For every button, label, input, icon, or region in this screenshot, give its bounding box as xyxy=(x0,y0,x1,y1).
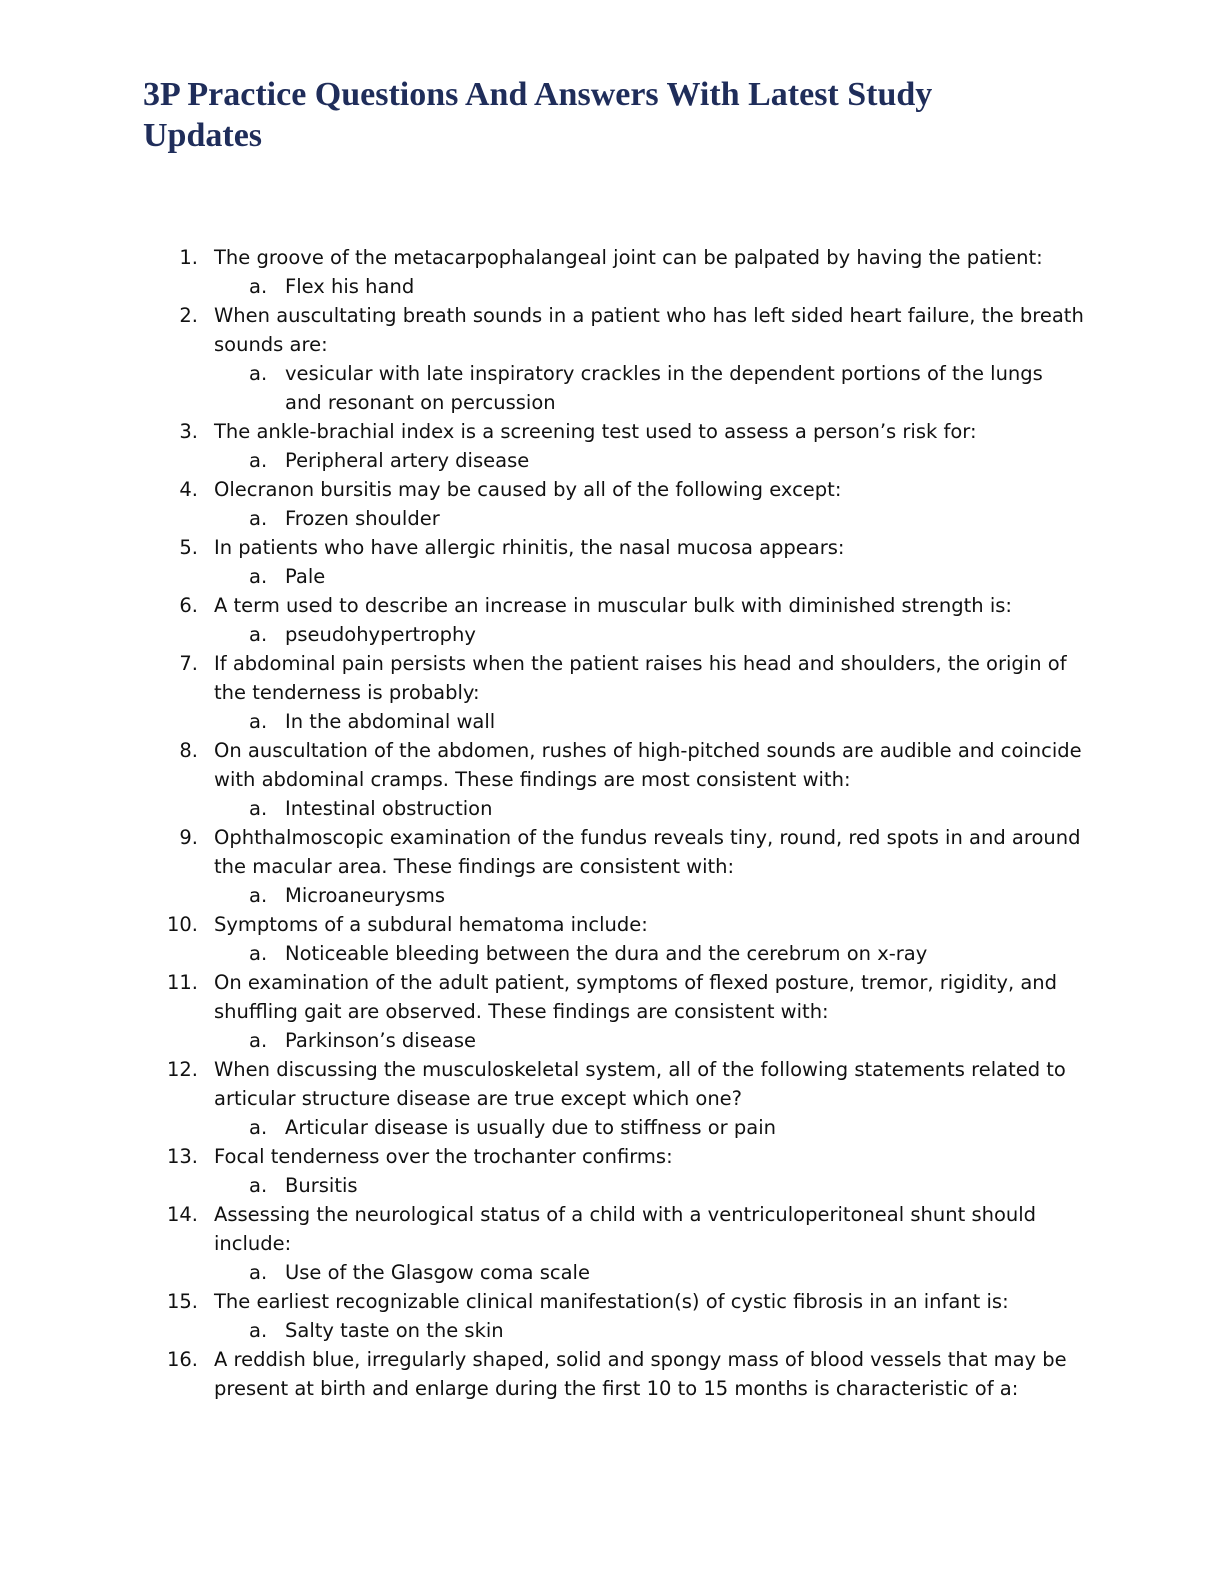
question-item xyxy=(0,301,1224,417)
question-item xyxy=(0,823,1224,910)
question-text: On examination of the adult patient, symptoms of flexed posture, tremor, rigidity, and shuffling gait are observed. These findings are consistent with: xyxy=(214,971,1058,1023)
answer-item xyxy=(0,1316,1224,1345)
answer-text: In the abdominal wall xyxy=(285,710,496,733)
question-item xyxy=(0,475,1224,533)
answer-item xyxy=(0,446,1224,475)
answer-text: Flex his hand xyxy=(285,275,415,298)
answer-text: Articular disease is usually due to stiffness or pain xyxy=(285,1116,777,1139)
question-item xyxy=(0,533,1224,591)
answer-item xyxy=(0,272,1224,301)
question-text: Focal tenderness over the trochanter confirms: xyxy=(214,1145,673,1168)
question-text: Assessing the neurological status of a child with a ventriculoperitoneal shunt should include: xyxy=(214,1203,1037,1255)
answer-text: Microaneurysms xyxy=(285,884,446,907)
answer-text: Parkinson’s disease xyxy=(285,1029,476,1052)
question-item xyxy=(0,910,1224,968)
question-item xyxy=(0,591,1224,649)
question-text: Olecranon bursitis may be caused by all of the following except: xyxy=(214,478,842,501)
answer-text: Frozen shoulder xyxy=(285,507,440,530)
answer-letter: a. xyxy=(249,623,268,646)
answer-item xyxy=(0,794,1224,823)
question-number: 3. xyxy=(179,420,198,443)
question-list xyxy=(0,243,1224,1403)
question-number: 2. xyxy=(179,304,198,327)
answer-text: pseudohypertrophy xyxy=(285,623,476,646)
question-number: 7. xyxy=(179,652,198,675)
question-number: 16. xyxy=(166,1348,198,1371)
question-text: Ophthalmoscopic examination of the fundus reveals tiny, round, red spots in and around the macular area. These findings are consistent with: xyxy=(214,826,1081,878)
question-item xyxy=(0,968,1224,1055)
answer-text: Pale xyxy=(285,565,326,588)
question-item xyxy=(0,417,1224,475)
question-number: 4. xyxy=(179,478,198,501)
answer-letter: a. xyxy=(249,797,268,820)
answer-text: Bursitis xyxy=(285,1174,358,1197)
answer-letter: a. xyxy=(249,1116,268,1139)
answer-item xyxy=(0,881,1224,910)
question-number: 9. xyxy=(179,826,198,849)
question-number: 5. xyxy=(179,536,198,559)
question-number: 10. xyxy=(166,913,198,936)
answer-item xyxy=(0,1026,1224,1055)
answer-text: vesicular with late inspiratory crackles in the dependent portions of the lungs and resonant on percussion xyxy=(285,362,1043,414)
answer-text: Salty taste on the skin xyxy=(285,1319,504,1342)
question-text: The ankle-brachial index is a screening test used to assess a person’s risk for: xyxy=(214,420,977,443)
question-item xyxy=(0,1055,1224,1142)
question-text: Symptoms of a subdural hematoma include: xyxy=(214,913,648,936)
answer-letter: a. xyxy=(249,942,268,965)
answer-letter: a. xyxy=(249,1029,268,1052)
question-number: 6. xyxy=(179,594,198,617)
question-text: When auscultating breath sounds in a patient who has left sided heart failure, the breath sounds are: xyxy=(214,304,1084,356)
answer-letter: a. xyxy=(249,1319,268,1342)
document-title: 3P Practice Questions And Answers With Latest Study Updates xyxy=(143,76,933,154)
answer-letter: a. xyxy=(249,449,268,472)
question-number: 15. xyxy=(166,1290,198,1313)
question-number: 11. xyxy=(166,971,198,994)
answer-item xyxy=(0,562,1224,591)
answer-item xyxy=(0,1113,1224,1142)
answer-item xyxy=(0,939,1224,968)
question-number: 13. xyxy=(166,1145,198,1168)
answer-letter: a. xyxy=(249,884,268,907)
question-text: A term used to describe an increase in muscular bulk with diminished strength is: xyxy=(214,594,1012,617)
answer-item xyxy=(0,707,1224,736)
answer-letter: a. xyxy=(249,507,268,530)
question-text: On auscultation of the abdomen, rushes of high-pitched sounds are audible and coincide with abdominal cramps. These findings are most consistent with: xyxy=(214,739,1082,791)
question-item xyxy=(0,649,1224,736)
answer-letter: a. xyxy=(249,1261,268,1284)
question-item xyxy=(0,243,1224,301)
answer-text: Use of the Glasgow coma scale xyxy=(285,1261,590,1284)
answer-letter: a. xyxy=(249,1174,268,1197)
answer-item xyxy=(0,504,1224,533)
question-text: When discussing the musculoskeletal system, all of the following statements related to articular structure disease are true except which one? xyxy=(214,1058,1066,1110)
answer-letter: a. xyxy=(249,710,268,733)
question-text: If abdominal pain persists when the patient raises his head and shoulders, the origin of the tenderness is probably: xyxy=(214,652,1067,704)
question-item xyxy=(0,1200,1224,1287)
answer-letter: a. xyxy=(249,565,268,588)
answer-text: Noticeable bleeding between the dura and the cerebrum on x-ray xyxy=(285,942,928,965)
question-text: The groove of the metacarpophalangeal joint can be palpated by having the patient: xyxy=(214,246,1043,269)
question-text: In patients who have allergic rhinitis, the nasal mucosa appears: xyxy=(214,536,845,559)
answer-text: Intestinal obstruction xyxy=(285,797,493,820)
question-text: The earliest recognizable clinical manifestation(s) of cystic fibrosis in an infant is: xyxy=(214,1290,1009,1313)
question-item xyxy=(0,736,1224,823)
answer-item xyxy=(0,1258,1224,1287)
answer-letter: a. xyxy=(249,362,268,385)
answer-item xyxy=(0,620,1224,649)
question-text: A reddish blue, irregularly shaped, solid and spongy mass of blood vessels that may be present at birth and enlarge during the first 10 to 15 months is characteristic of a: xyxy=(214,1348,1067,1400)
question-number: 12. xyxy=(166,1058,198,1081)
answer-letter: a. xyxy=(249,275,268,298)
answer-item xyxy=(0,359,1224,417)
question-item xyxy=(0,1287,1224,1345)
question-item xyxy=(0,1142,1224,1200)
question-number: 14. xyxy=(166,1203,198,1226)
question-item xyxy=(0,1345,1224,1403)
question-number: 1. xyxy=(179,246,198,269)
question-number: 8. xyxy=(179,739,198,762)
answer-text: Peripheral artery disease xyxy=(285,449,530,472)
answer-item xyxy=(0,1171,1224,1200)
